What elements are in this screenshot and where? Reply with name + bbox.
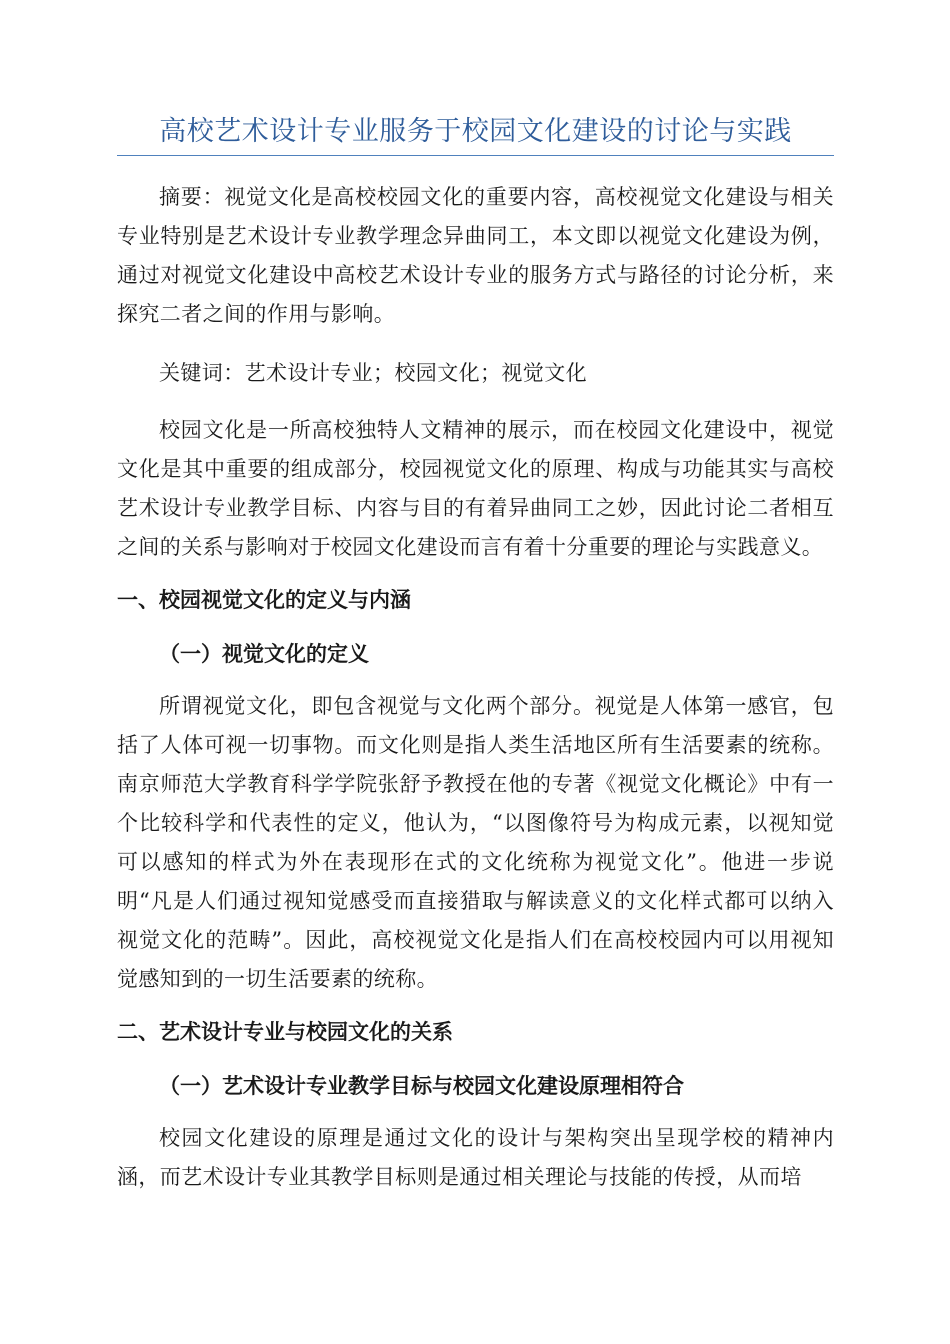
section1-paragraph: 所谓视觉文化，即包含视觉与文化两个部分。视觉是人体第一感官，包括了人体可视一切事物。而文化则是指人类生活地区所有生活要素的统称。南京师范大学教育科学学院张舒予教授在他的专著《视觉文化概论》中有一个比较科学和代表性的定义，他认为，“以图像符号为构成元素，以视知觉可以感知的样式为外在表现形在式的文化统称为视觉文化”。他进一步说明“凡是人们通过视知觉感受而直接猎取与解读意义的文化样式都可以纳入视觉文化的范畴”。因此，高校视觉文化是指人们在高校校园内可以用视知觉感知到的一切生活要素的统称。 <box>117 694 834 991</box>
intro-paragraph: 校园文化是一所高校独特人文精神的展示，而在校园文化建设中，视觉文化是其中重要的组成部分，校园视觉文化的原理、构成与功能其实与高校艺术设计专业教学目标、内容与目的有着异曲同工之妙，因此讨论二者相互之间的关系与影响对于校园文化建设而言有着十分重要的理论与实践意义。 <box>117 418 834 559</box>
keywords-paragraph: 关键词：艺术设计专业；校园文化；视觉文化 <box>159 361 587 385</box>
abstract-paragraph: 摘要：视觉文化是高校校园文化的重要内容，高校视觉文化建设与相关专业特别是艺术设计专业教学理念异曲同工，本文即以视觉文化建设为例，通过对视觉文化建设中高校艺术设计专业的服务方式与路径的讨论分析，来探究二者之间的作用与影响。 <box>117 185 834 326</box>
subsection-heading-2-1: （一）艺术设计专业教学目标与校园文化建设原理相符合 <box>159 1073 684 1098</box>
subsection-heading-1-1: （一）视觉文化的定义 <box>159 641 369 666</box>
section2-paragraph: 校园文化建设的原理是通过文化的设计与架构突出呈现学校的精神内涵，而艺术设计专业其教学目标则是通过相关理论与技能的传授，从而培 <box>117 1126 834 1189</box>
section-heading-2: 二、艺术设计专业与校园文化的关系 <box>117 1020 453 1044</box>
section-heading-1: 一、校园视觉文化的定义与内涵 <box>117 588 411 612</box>
document-title: 高校艺术设计专业服务于校园文化建设的讨论与实践 <box>117 112 834 156</box>
document-page <box>117 112 834 1197</box>
